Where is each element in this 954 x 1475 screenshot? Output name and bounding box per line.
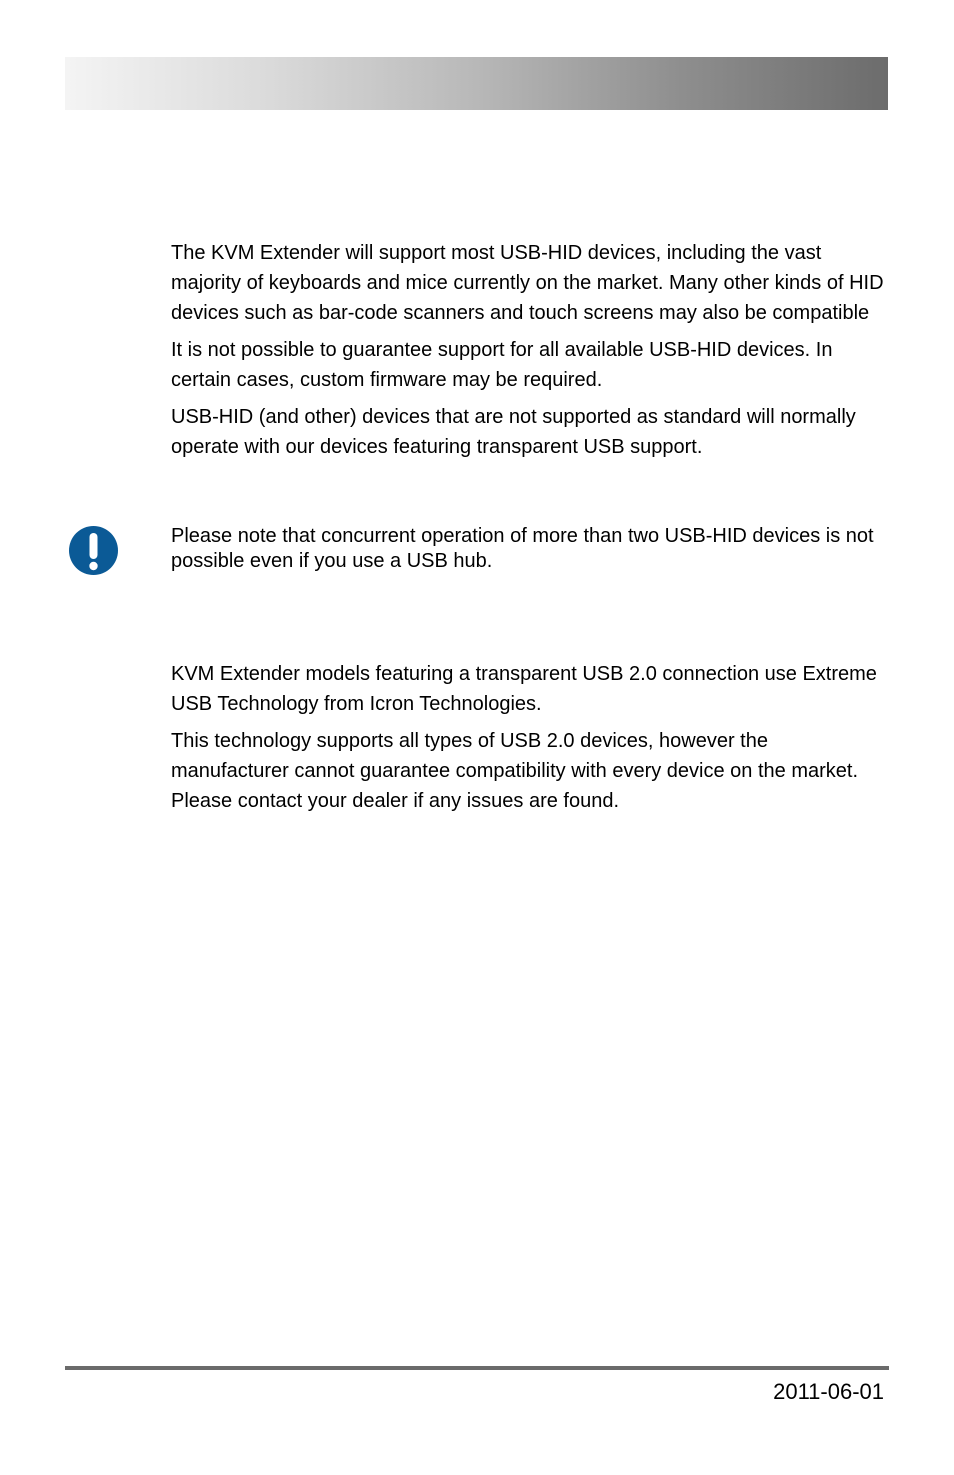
paragraph-hid-transparent: USB-HID (and other) devices that are not supported as standard will normally operate with our devices featuring transparent USB support. xyxy=(171,406,856,458)
paragraph-hid-guarantee: It is not possible to guarantee support for all available USB-HID devices. In certain cases, custom firmware may be required. xyxy=(171,339,833,391)
footer-rule xyxy=(65,1366,889,1370)
footer-date: 2011-06-01 xyxy=(773,1379,884,1404)
exclamation-icon xyxy=(69,526,118,575)
section-usb-hid xyxy=(171,238,891,462)
paragraph-hid-support: The KVM Extender will support most USB-HID devices, including the vast majority of keyboards and mice currently on the market. Many other kinds of HID devices such as bar-code scanners and touch screens may also be compatible xyxy=(171,242,884,324)
paragraph-usb2-icron: KVM Extender models featuring a transparent USB 2.0 connection use Extreme USB Technology from Icron Technologies. xyxy=(171,663,877,715)
header-band xyxy=(65,57,888,110)
section-usb2 xyxy=(171,659,891,816)
note-text: Please note that concurrent operation of more than two USB-HID devices is not possible even if you use a USB hub. xyxy=(171,525,874,572)
paragraph-usb2-compat: This technology supports all types of USB 2.0 devices, however the manufacturer cannot guarantee compatibility with every device on the market. Please contact your dealer if any issues are found. xyxy=(171,730,859,812)
